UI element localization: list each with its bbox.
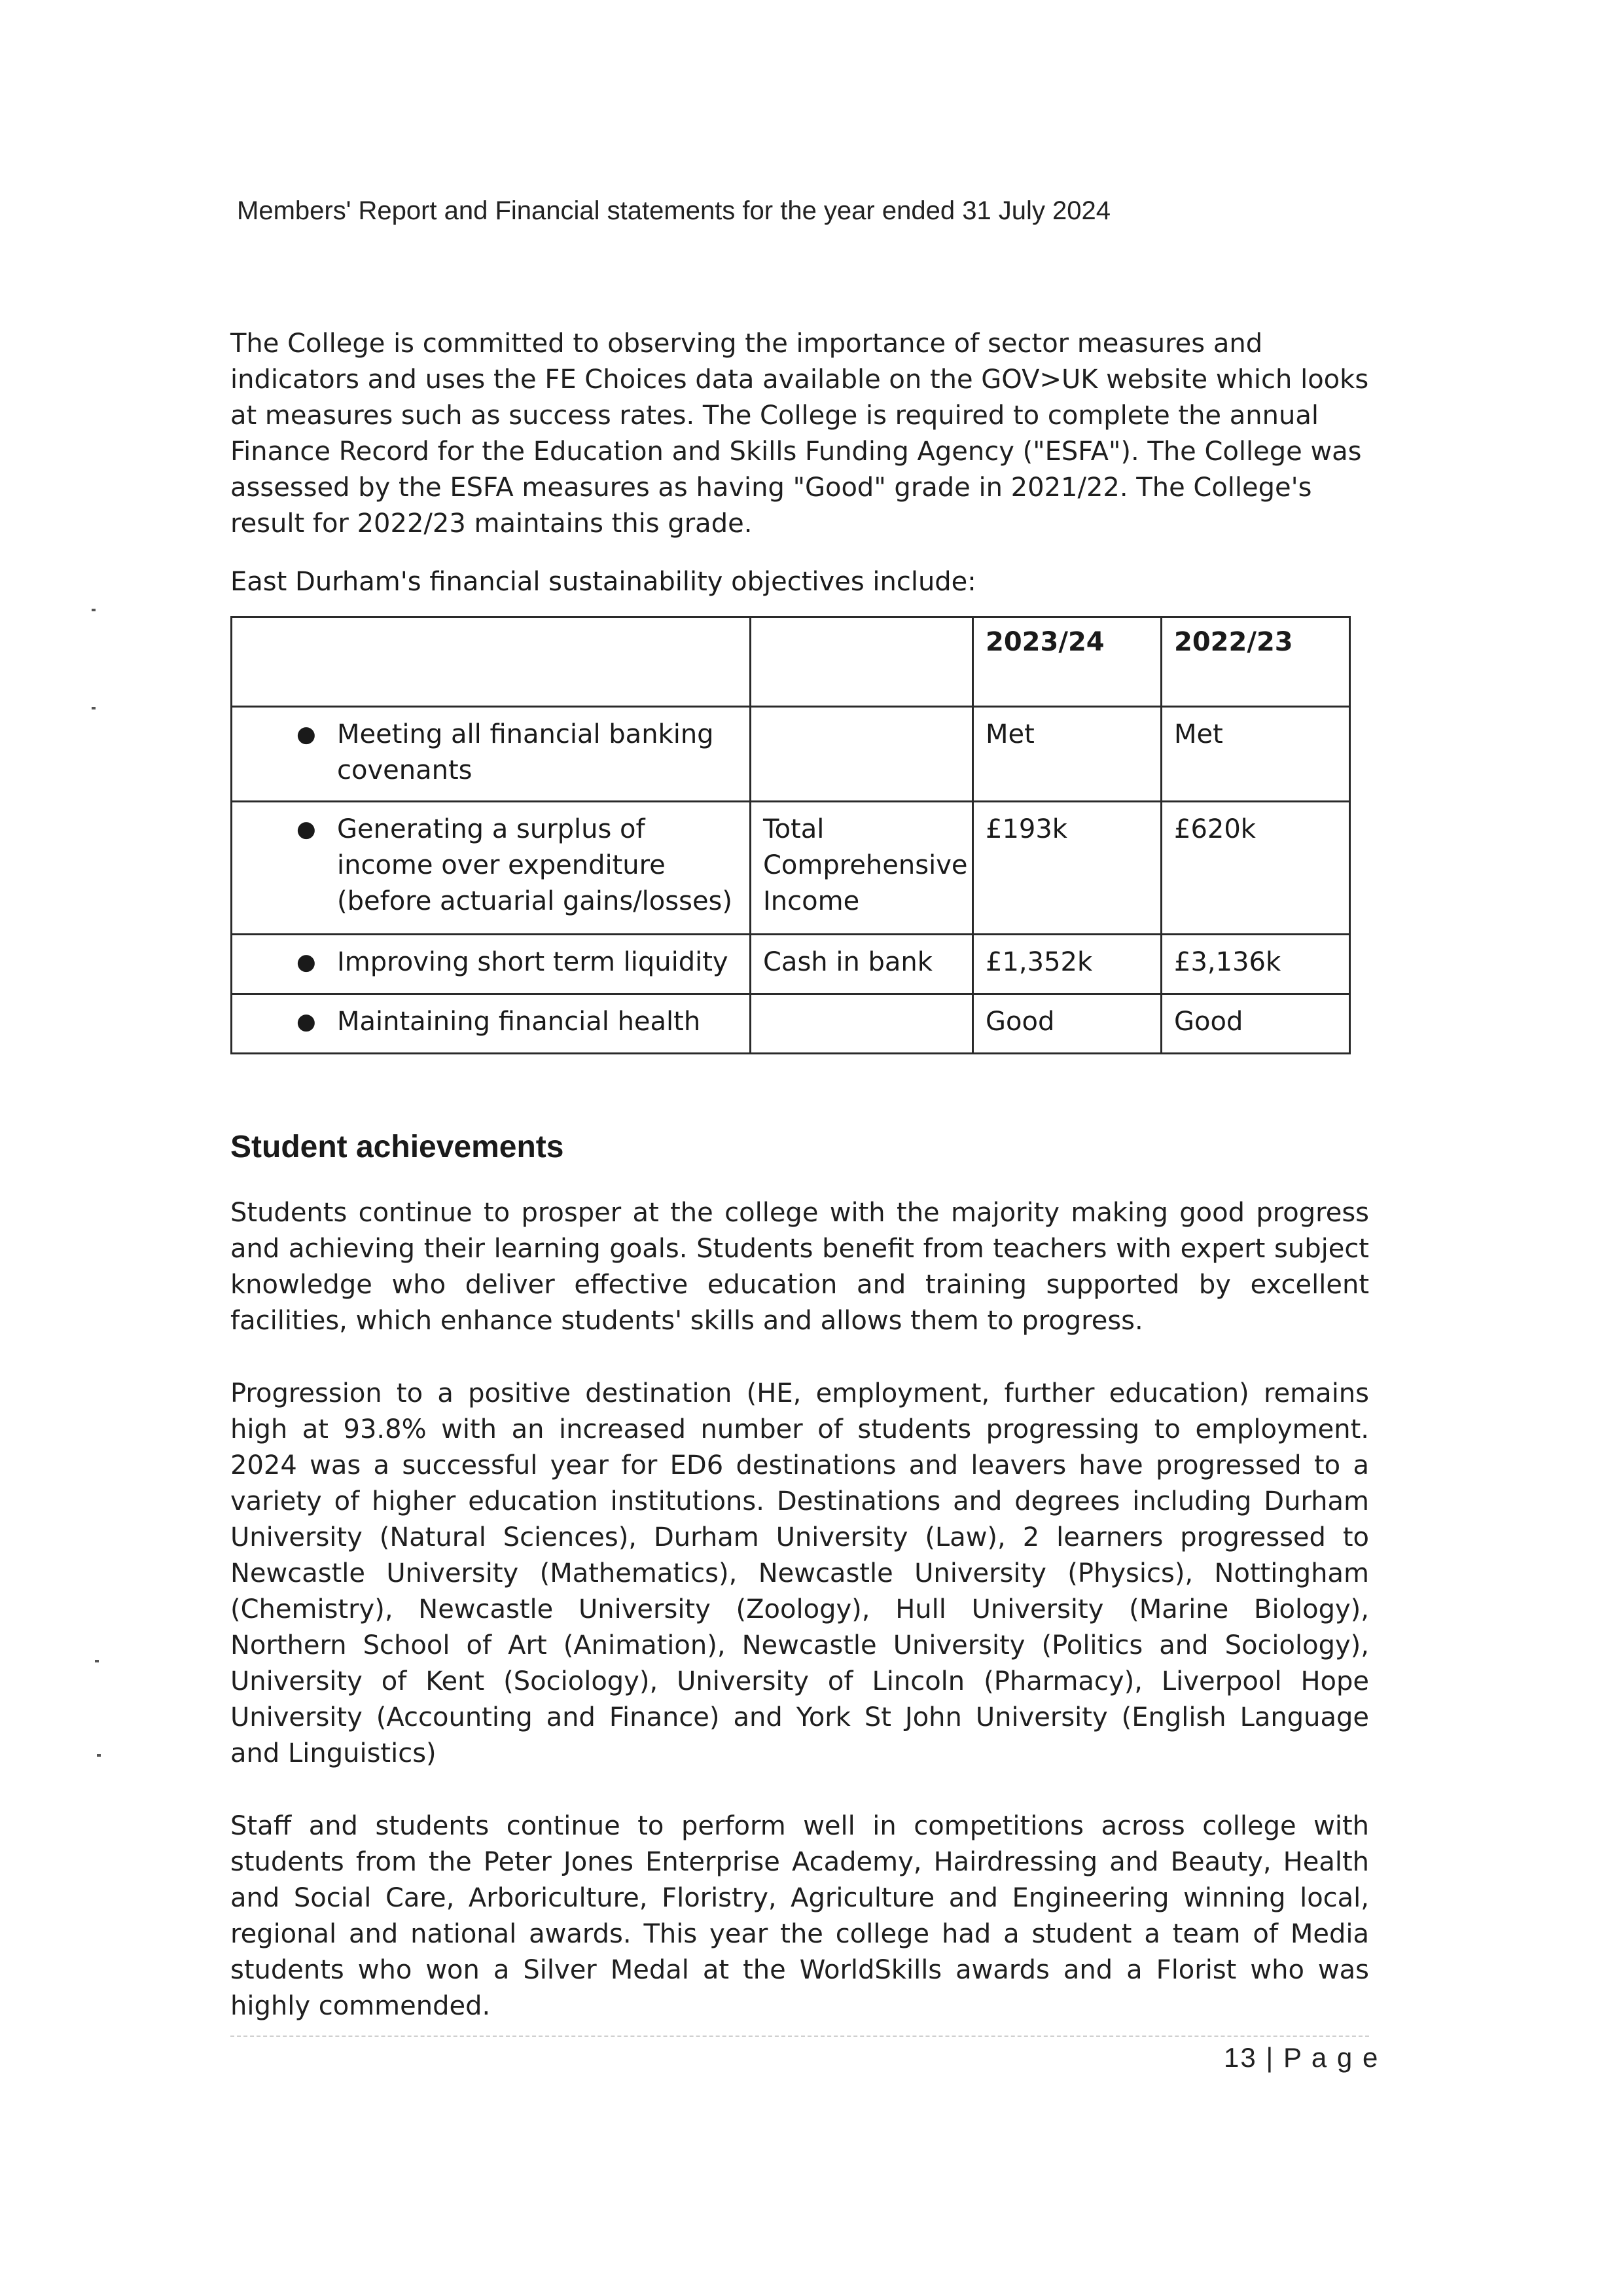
objective-text: Improving short term liquidity bbox=[337, 947, 728, 977]
header-2022-23: 2022/23 bbox=[1162, 617, 1350, 707]
header-objective bbox=[232, 617, 751, 707]
value-2022-23: £620k bbox=[1162, 802, 1350, 935]
objective-text: Maintaining financial health bbox=[337, 1007, 701, 1037]
document-body bbox=[230, 326, 1369, 2024]
table-row bbox=[232, 802, 1350, 935]
table-row bbox=[232, 707, 1350, 802]
bullet-icon: ● bbox=[296, 816, 316, 842]
intro-paragraph: The College is committed to observing the importance of sector measures and indicators and uses the FE Choices data available on the GOV>UK website which looks at measures such as success rates. The College is required to complete the annual Finance Record for the Education and Skills Funding Agency ("ESFA"). The College was assessed by the ESFA measures as having "Good" grade in 2021/22. The College's result for 2022/23 maintains this grade. bbox=[230, 329, 1369, 539]
scan-speck bbox=[97, 1754, 101, 1757]
value-2022-23: Good bbox=[1162, 994, 1350, 1054]
bullet-icon: ● bbox=[296, 721, 316, 747]
scan-speck bbox=[92, 707, 96, 709]
objective-cell bbox=[232, 935, 751, 994]
value-2023-24: £193k bbox=[973, 802, 1162, 935]
achievements-paragraph: Students continue to prosper at the college with the majority making good progress and achieving their learning goals. Students benefit from teachers with expert subject knowledge who deliver effective education and training supported by excellent facilities, which enhance students' skills and allows them to progress. bbox=[230, 1198, 1369, 1336]
value-2023-24: £1,352k bbox=[973, 935, 1162, 994]
progression-paragraph: Progression to a positive destination (HE, employment, further education) remains high at 93.8% with an increased number of students progressing to employment. 2024 was a successful year for ED6 destinations and leavers have progressed to a variety of higher education institutions. Destinations and degrees including Durham University (Natural Sciences), Durham University (Law), 2 learners progressed to Newcastle University (Mathematics), Newcastle University (Physics), Nottingham (Chemistry), Newcastle University (Zoology), Hull University (Marine Biology), Northern School of Art (Animation), Newcastle University (Politics and Sociology), University of Kent (Sociology), University of Lincoln (Pharmacy), Liverpool Hope University (Accounting and Finance) and York St John University (English Language and Linguistics) bbox=[230, 1378, 1369, 1768]
header-2023-24: 2023/24 bbox=[973, 617, 1162, 707]
section-heading: Student achievements bbox=[230, 1130, 564, 1164]
table-row bbox=[232, 935, 1350, 994]
table-intro: East Durham's financial sustainability objectives include: bbox=[230, 567, 976, 597]
objective-cell bbox=[232, 994, 751, 1054]
scan-speck bbox=[92, 609, 96, 611]
page-number: 13 | P a g e bbox=[1224, 2042, 1380, 2073]
bullet-icon: ● bbox=[296, 949, 316, 975]
objective-text: Generating a surplus of income over expenditure (before actuarial gains/losses) bbox=[337, 814, 733, 916]
value-2023-24: Met bbox=[973, 707, 1162, 802]
measure-cell: Cash in bank bbox=[751, 935, 973, 994]
measure-cell bbox=[751, 707, 973, 802]
measure-cell bbox=[751, 994, 973, 1054]
page-header: Members' Report and Financial statements for the year ended 31 July 2024 bbox=[237, 196, 1111, 225]
footer-rule bbox=[230, 2036, 1369, 2037]
table-header-row bbox=[232, 617, 1350, 707]
value-2023-24: Good bbox=[973, 994, 1162, 1054]
measure-cell: Total Comprehensive Income bbox=[751, 802, 973, 935]
value-2022-23: £3,136k bbox=[1162, 935, 1350, 994]
bullet-icon: ● bbox=[296, 1009, 316, 1035]
objective-cell bbox=[232, 707, 751, 802]
header-measure bbox=[751, 617, 973, 707]
value-2022-23: Met bbox=[1162, 707, 1350, 802]
table-row bbox=[232, 994, 1350, 1054]
objective-cell bbox=[232, 802, 751, 935]
financial-objectives-table bbox=[230, 616, 1351, 1054]
objective-text: Meeting all financial banking covenants bbox=[337, 719, 714, 785]
competitions-paragraph: Staff and students continue to perform well in competitions across college with students from the Peter Jones Enterprise Academy, Hairdressing and Beauty, Health and Social Care, Arboriculture, Floristry, Agriculture and Engineering winning local, regional and national awards. This year the college had a student a team of Media students who won a Silver Medal at the WorldSkills awards and a Florist who was highly commended. bbox=[230, 1811, 1369, 2021]
scan-speck bbox=[95, 1660, 99, 1662]
